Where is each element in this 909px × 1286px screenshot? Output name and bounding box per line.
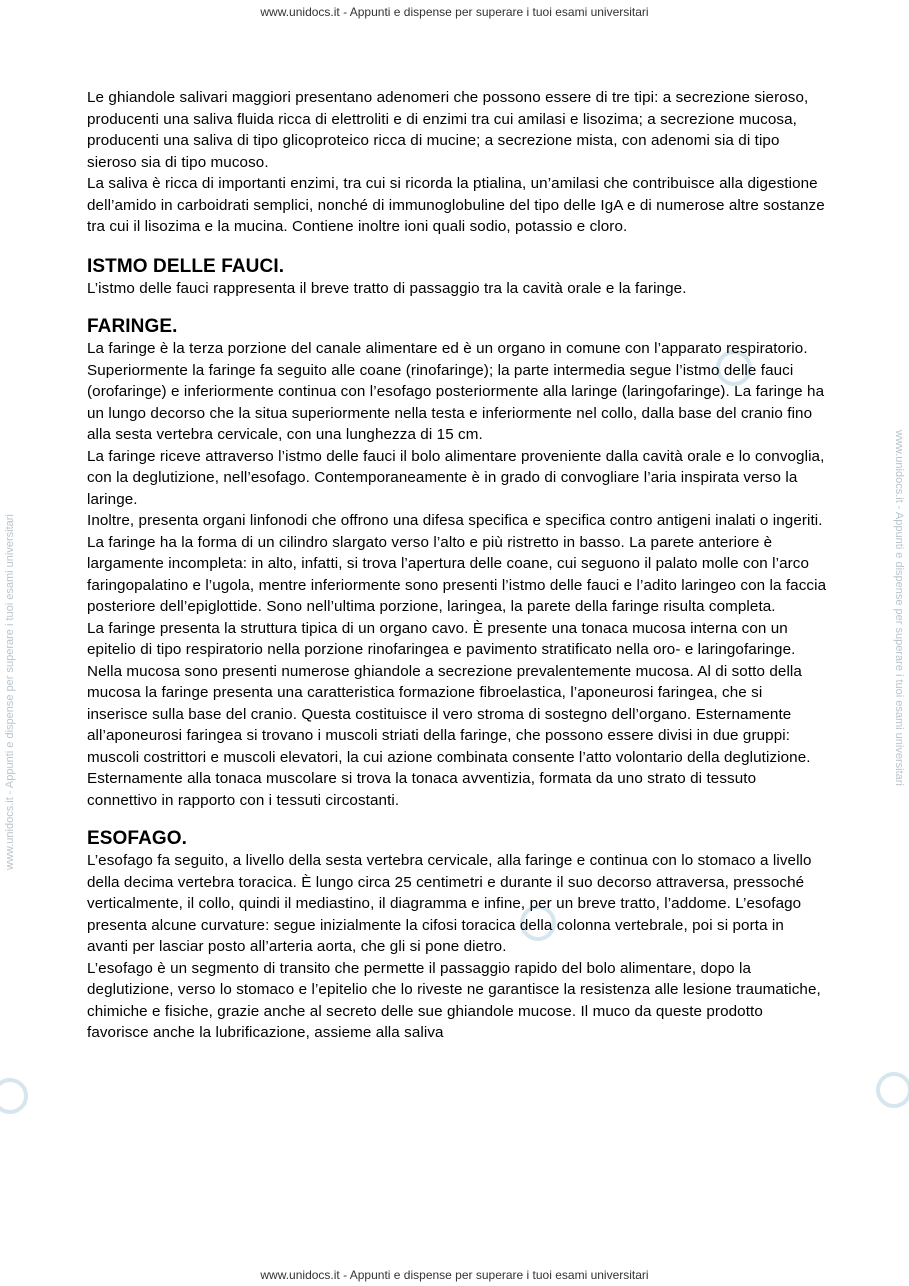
paragraph: La saliva è ricca di importanti enzimi, tra cui si ricorda la ptialina, un’amilasi che contribuisce alla digestione dell’amido in carboidrati semplici, nonché di immunoglobuline del tipo delle IgA e di numerose altre sostanze tra cui il lisozima e la mucina. Contiene inoltre ioni quali sodio, potassio e cloro. bbox=[87, 175, 825, 235]
paragraph: La faringe è la terza porzione del canale alimentare ed è un organo in comune con l’apparato respiratorio. Superiormente la faringe fa seguito alle coane (rinofaringe); la parte intermedia segue l’istmo delle fauci (orofaringe) e inferiormente continua con l’esofago posteriormente alla laringe (laringofaringe). La faringe ha un lungo decorso che la situa superiormente nella testa e inferiormente nel collo, dalla base del cranio fino alla sesta vertebra cervicale, con una lunghezza di 15 cm. bbox=[87, 340, 825, 443]
section-heading-istmo: ISTMO DELLE FAUCI. bbox=[87, 255, 285, 277]
paragraph: L’esofago è un segmento di transito che permette il passaggio rapido del bolo alimentare, dopo la deglutizione, verso lo stomaco e l’epitelio che lo riveste ne garantisce la resistenza alle lesione traumatiche, chimiche e fisiche, grazie anche al secreto delle sue ghiandole mucose. Il muco da queste prodotto favorisce anche la lubrificazione, assieme alla saliva bbox=[87, 959, 821, 1041]
paragraph: Inoltre, presenta organi linfonodi che offrono una difesa specifica e specifica contro antigeni inalati o ingeriti. bbox=[87, 512, 823, 529]
paragraph: L’istmo delle fauci rappresenta il breve tratto di passaggio tra la cavità orale e la faringe. bbox=[87, 279, 687, 297]
page-header: www.unidocs.it - Appunti e dispense per superare i tuoi esami universitari bbox=[260, 5, 649, 19]
paragraph: La faringe riceve attraverso l’istmo delle fauci il bolo alimentare proveniente dalla cavità orale e lo convoglia, con la deglutizione, nell’esofago. Contemporaneamente è in grado di convogliare l’aria inspirata verso la laringe. bbox=[87, 447, 825, 508]
watermark-logo-icon bbox=[0, 1078, 28, 1114]
section-heading-esofago: ESOFAGO. bbox=[87, 828, 188, 849]
paragraph: La faringe presenta la struttura tipica di un organo cavo. È presente una tonaca mucosa interna con un epitelio di tipo respiratorio nella porzione rinofaringea e pavimento stratificato nella oro- e laringofaringe. Nella mucosa sono presenti numerose ghiandole a secrezione prevalentemente mucosa. Al di sotto della mucosa la faringe presenta una caratteristica formazione fibroelastica, l’aponeurosi faringea, che si inserisce sulla base del cranio. Questa costituisce il vero stroma di sostegno dell’organo. Esternamente all’aponeurosi faringea si trovano i muscoli striati della faringe, che possono essere divisi in due gruppi: muscoli costrittori e muscoli elevatori, la cui azione combinata consente l’atto volontario della deglutizione. Esternamente alla tonaca muscolare si trova la tonaca avventizia, formata da uno strato di tessuto connettivo in rapporto con i tessuti circostanti. bbox=[87, 619, 811, 809]
side-watermark-right: www.unidocs.it - Appunti e dispense per superare i tuoi esami universitari bbox=[893, 430, 905, 786]
document-body bbox=[87, 87, 827, 1044]
paragraph: Le ghiandole salivari maggiori presentano adenomeri che possono essere di tre tipi: a secrezione sieroso, producenti una saliva fluida ricca di elettroliti e di enzimi tra cui amilasi e lisozima; a secrezione mucosa, producenti una saliva di tipo glicoproteico ricca di mucine; a secrezione mista, con adenomi sia di tipo sieroso sia di tipo mucoso. bbox=[87, 89, 809, 171]
watermark-logo-icon bbox=[876, 1072, 909, 1108]
section-heading-faringe: FARINGE. bbox=[87, 316, 178, 337]
page-footer: www.unidocs.it - Appunti e dispense per superare i tuoi esami universitari bbox=[260, 1268, 649, 1282]
paragraph: La faringe ha la forma di un cilindro slargato verso l’alto e più ristretto in basso. La parete anteriore è largamente incompleta: in alto, infatti, si trova l’apertura delle coane, cui seguono il palato molle con l’arco faringopalatino e l’ugola, mentre inferiormente sono presenti l’istmo delle fauci e l’adito laringeo con la faccia posteriore dell’epiglottide. Sono nell’ultima porzione, laringea, la parete della faringe risulta completa. bbox=[87, 533, 827, 615]
side-watermark-left: www.unidocs.it - Appunti e dispense per superare i tuoi esami universitari bbox=[4, 514, 16, 870]
paragraph: L’esofago fa seguito, a livello della sesta vertebra cervicale, alla faringe e continua con lo stomaco a livello della decima vertebra toracica. È lungo circa 25 centimetri e durante il suo decorso attraversa, pressoché verticalmente, il collo, quindi il mediastino, il diagramma e infine, per un breve tratto, l’addome. L’esofago presenta alcune curvature: segue inizialmente la cifosi toracica della colonna vertebrale, poi si porta in avanti per lasciar posto all’arteria aorta, che gli si pone dietro. bbox=[87, 852, 812, 955]
